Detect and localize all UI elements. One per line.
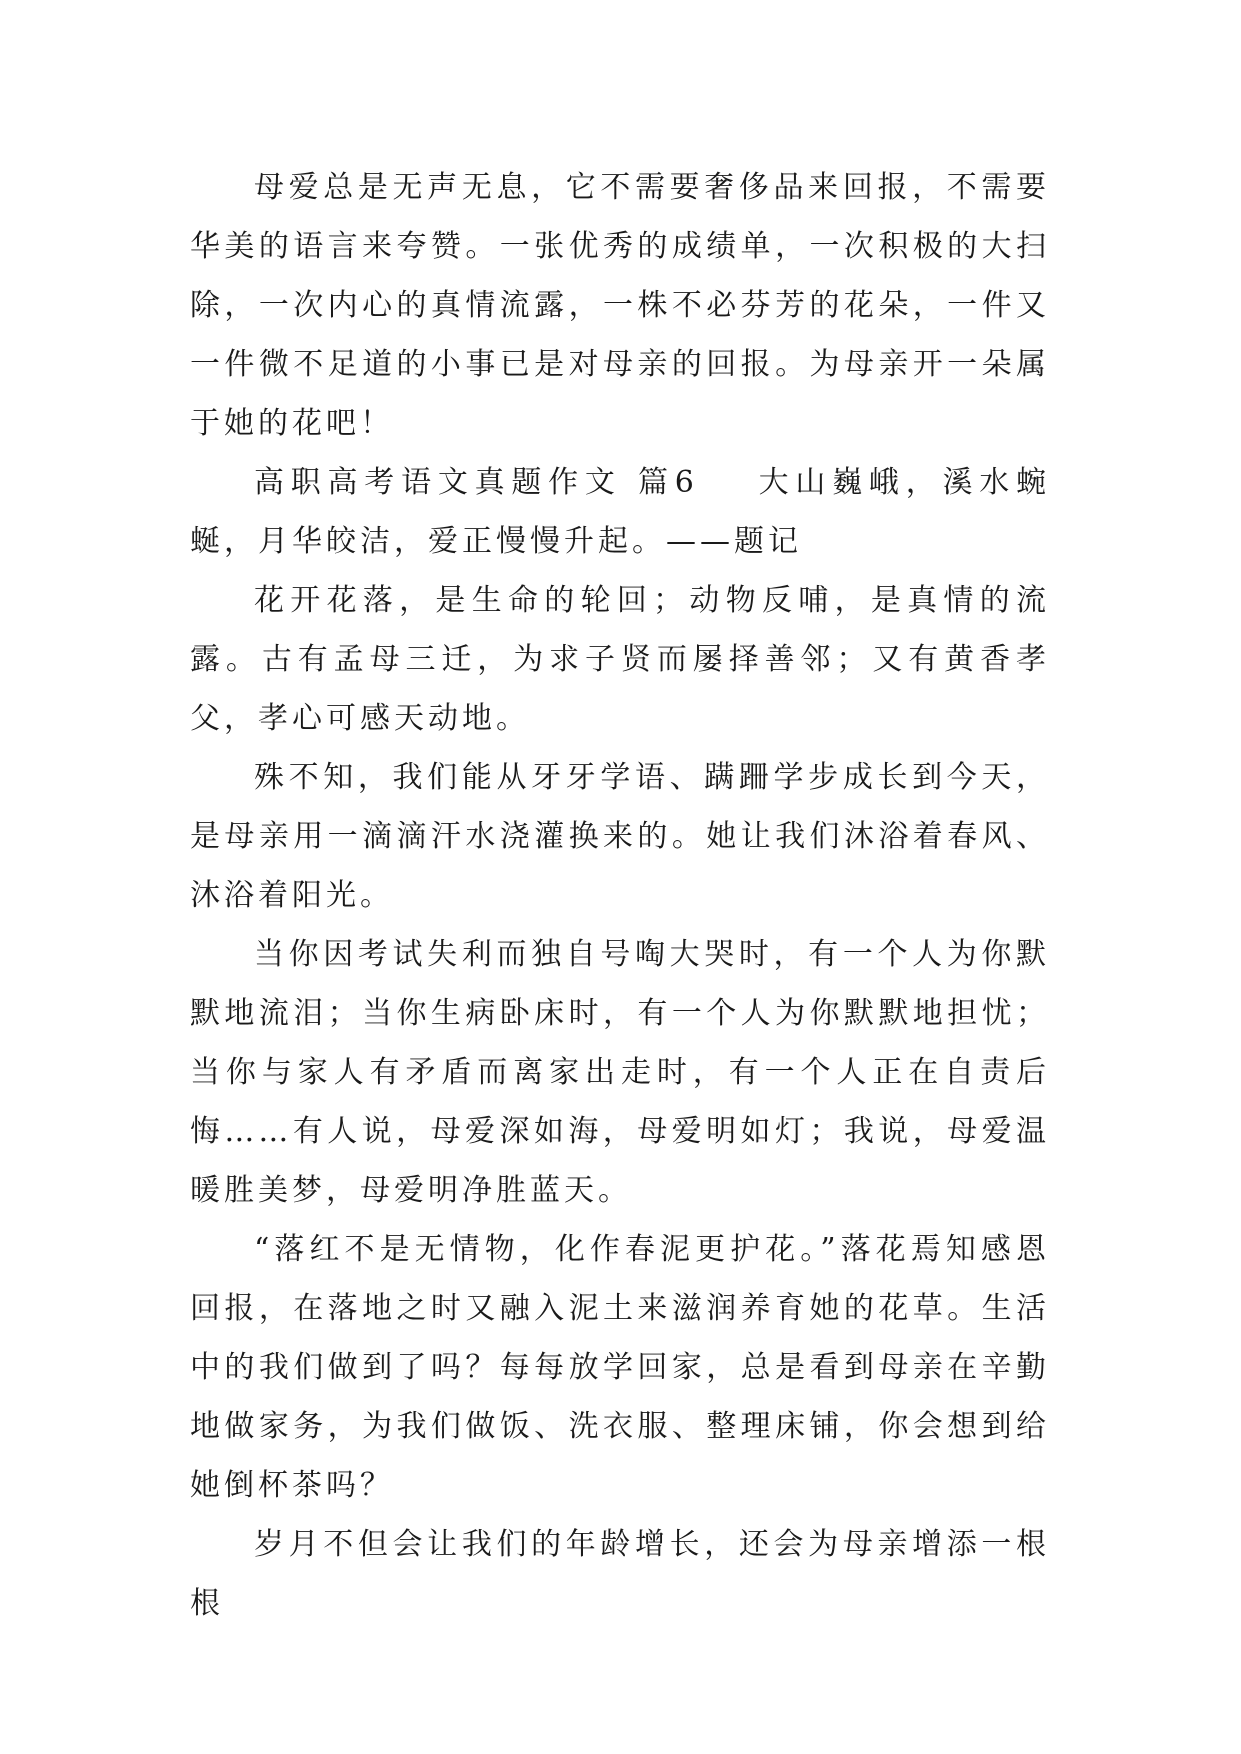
paragraph-1: 母爱总是无声无息，它不需要奢侈品来回报，不需要华美的语言来夸赞。一张优秀的成绩单，一次积极的大扫除，一次内心的真情流露，一株不必芬芳的花朵，一件又一件微不足道的小事已是对母亲的回报。为母亲开一朵属于她的花吧！	[190, 170, 1050, 441]
section-heading: 高职高考语文真题作文 篇6	[254, 465, 698, 500]
section-heading-paragraph	[190, 453, 1050, 571]
paragraph-2: 花开花落，是生命的轮回；动物反哺，是真情的流露。古有孟母三迁，为求子贤而屡择善邻；又有黄香孝父，孝心可感天动地。	[190, 583, 1050, 736]
paragraph-3: 殊不知，我们能从牙牙学语、蹒跚学步成长到今天，是母亲用一滴滴汗水浇灌换来的。她让我们沐浴着春风、沐浴着阳光。	[190, 760, 1050, 913]
document-body	[190, 158, 1050, 1633]
paragraph-4: 当你因考试失利而独自号啕大哭时，有一个人为你默默地流泪；当你生病卧床时，有一个人为你默默地担忧；当你与家人有矛盾而离家出走时，有一个人正在自责后悔……有人说，母爱深如海，母爱明如灯；我说，母爱温暖胜美梦，母爱明净胜蓝天。	[190, 937, 1050, 1208]
section-epigraph: 大山巍峨，溪水蜿蜒，月华皎洁，爱正慢慢升起。——题记	[190, 465, 1051, 559]
paragraph-6: 岁月不但会让我们的年龄增长，还会为母亲增添一根根	[190, 1527, 1050, 1621]
paragraph-5: “落红不是无情物，化作春泥更护花。”落花焉知感恩回报，在落地之时又融入泥土来滋润养育她的花草。生活中的我们做到了吗？每每放学回家，总是看到母亲在辛勤地做家务，为我们做饭、洗衣服、整理床铺，你会想到给她倒杯茶吗？	[190, 1232, 1050, 1503]
